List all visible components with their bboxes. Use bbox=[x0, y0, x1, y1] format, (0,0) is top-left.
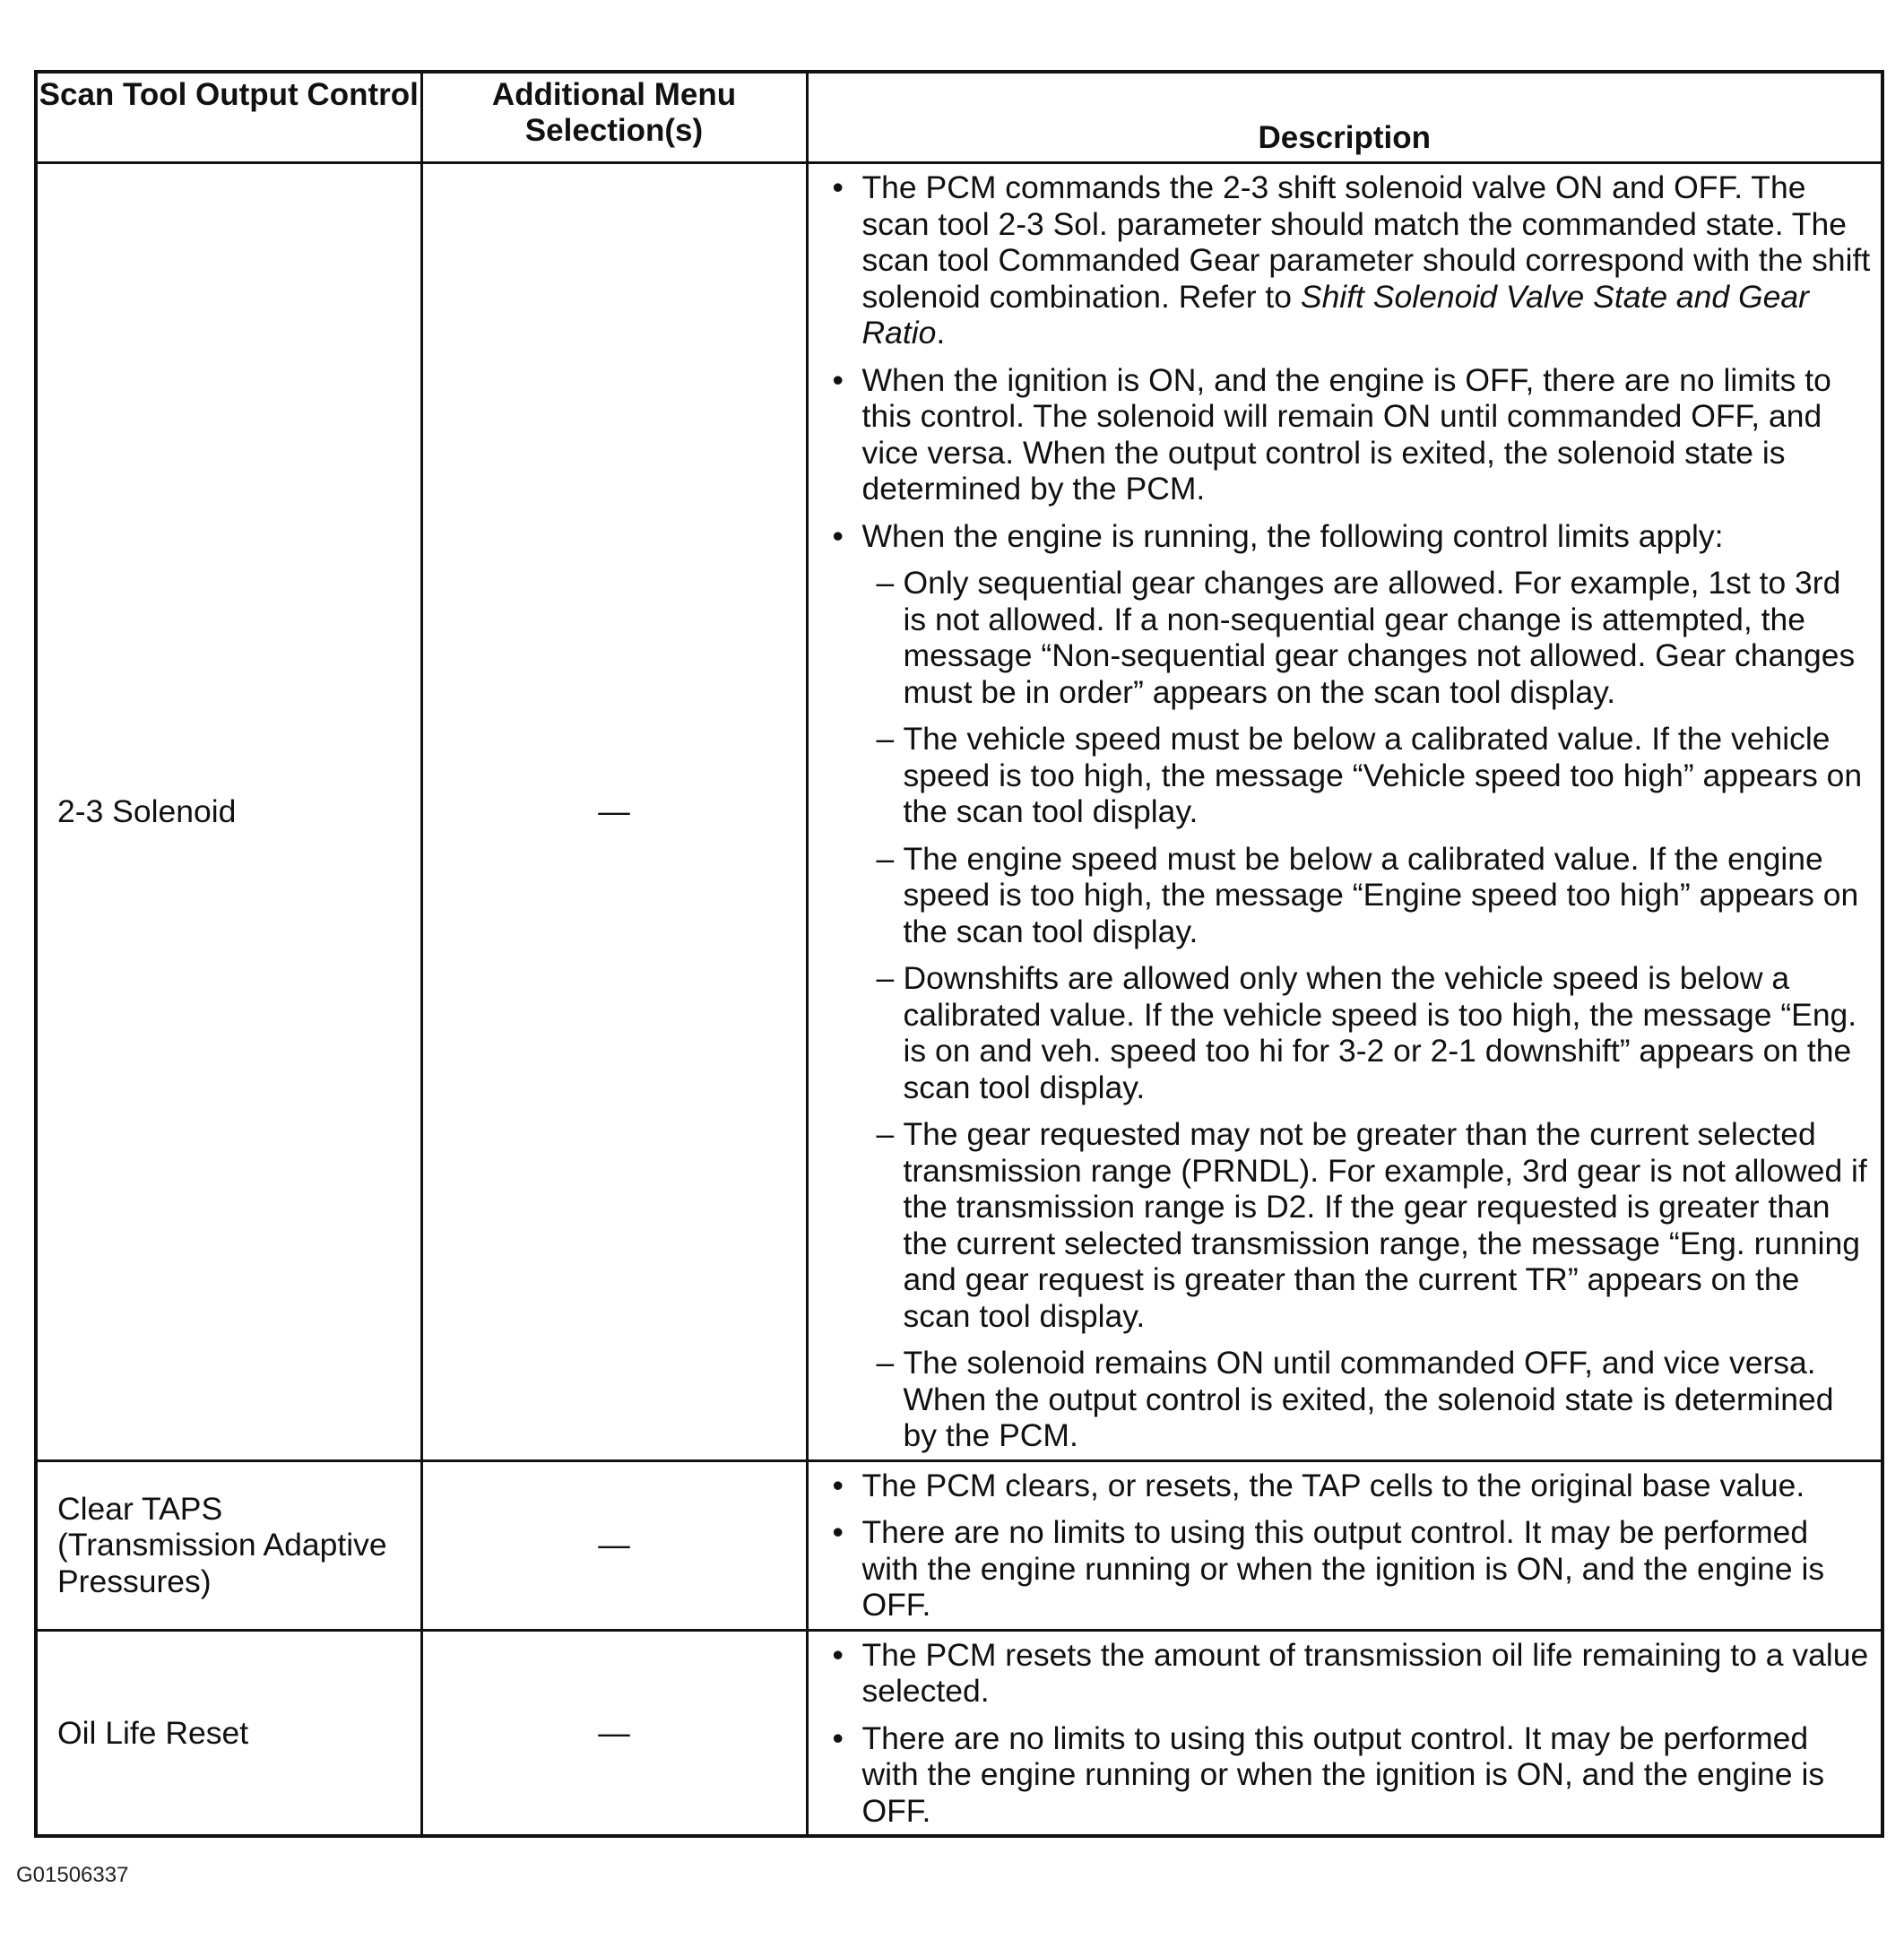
table-header-row bbox=[36, 72, 1882, 163]
table-row bbox=[36, 1630, 1882, 1836]
output-control-table bbox=[34, 70, 1884, 1838]
control-limit-item: – The engine speed must be below a calibrated value. If the engine speed is too high, the message “Engine speed too high” appears on the scan tool display. bbox=[904, 841, 1873, 950]
description-bullet: • There are no limits to using this output control. It may be performed with the engine running or when the ignition is ON, and the engine is OFF. bbox=[862, 1720, 1873, 1830]
description-bullet: • The PCM clears, or resets, the TAP cells to the original base value. bbox=[862, 1468, 1873, 1504]
control-limit-item: – The vehicle speed must be below a calibrated value. If the vehicle speed is too high, the message “Vehicle speed too high” appears on the scan tool display. bbox=[904, 721, 1873, 830]
control-limit-item: – The solenoid remains ON until commanded OFF, and vice versa. When the output control is exited, the solenoid state is determined by the PCM. bbox=[904, 1345, 1873, 1454]
description-bullet bbox=[862, 518, 1873, 1454]
cross-reference-italic: Shift Solenoid Valve State and Gear Ratio bbox=[861, 278, 1809, 351]
description-cell bbox=[807, 1630, 1882, 1836]
control-limit-item: – Only sequential gear changes are allowed. For example, 1st to 3rd is not allowed. If a non-sequential gear change is attempted, the message “Non-sequential gear changes not allowed. Gear changes must be in order” appears on the scan tool display. bbox=[904, 565, 1873, 710]
description-bullet-list bbox=[862, 1468, 1873, 1624]
description-bullet bbox=[862, 169, 1873, 351]
figure-code: G01506337 bbox=[16, 1863, 129, 1887]
bullet-text: When the ignition is ON, and the engine is OFF, there are no limits to this control. The solenoid will remain ON until commanded OFF, and vice versa. When the output control is exited, the solenoid state is determined by the PCM. bbox=[861, 361, 1831, 507]
description-bullet bbox=[862, 362, 1873, 507]
description-cell bbox=[807, 1460, 1882, 1630]
header-scan-tool-output-control: Scan Tool Output Control bbox=[36, 72, 421, 163]
control-limit-item: – Downshifts are allowed only when the vehicle speed is below a calibrated value. If the vehicle speed is too high, the message “Eng. is on and veh. speed too hi for 3-2 or 2-1 downshift” appears on the scan tool display. bbox=[904, 960, 1873, 1105]
control-cell: Clear TAPS (Transmission Adaptive Pressures) bbox=[36, 1460, 421, 1630]
bullet-tail: . bbox=[936, 315, 946, 351]
menu-selection-cell: — bbox=[421, 163, 807, 1461]
control-limits-list bbox=[862, 565, 1873, 1454]
description-cell bbox=[807, 163, 1882, 1461]
table-row bbox=[36, 1460, 1882, 1630]
description-bullet-list bbox=[862, 169, 1873, 1454]
table-row bbox=[36, 163, 1882, 1461]
header-description: Description bbox=[807, 72, 1882, 163]
description-bullet: • The PCM resets the amount of transmission oil life remaining to a value selected. bbox=[862, 1637, 1873, 1710]
menu-selection-cell: — bbox=[421, 1630, 807, 1836]
header-additional-menu-selections: Additional Menu Selection(s) bbox=[421, 72, 807, 163]
bullet-text: The PCM commands the 2-3 shift solenoid valve ON and OFF. The scan tool 2-3 Sol. parameter should match the commanded state. The scan tool Commanded Gear parameter should correspond with the shift solenoid combination. Refer to bbox=[861, 169, 1871, 315]
menu-selection-cell: — bbox=[421, 1460, 807, 1630]
control-cell: 2-3 Solenoid bbox=[36, 163, 421, 1461]
control-limit-item: – The gear requested may not be greater than the current selected transmission range (PRNDL). For example, 3rd gear is not allowed if the transmission range is D2. If the gear requested is greater than the current selected transmission range, the message “Eng. running and gear request is greater than the current TR” appears on the scan tool display. bbox=[904, 1116, 1873, 1334]
bullet-text: When the engine is running, the following control limits apply: bbox=[861, 517, 1724, 554]
description-bullet-list bbox=[862, 1637, 1873, 1830]
description-bullet: • There are no limits to using this output control. It may be performed with the engine running or when the ignition is ON, and the engine is OFF. bbox=[862, 1514, 1873, 1624]
control-cell: Oil Life Reset bbox=[36, 1630, 421, 1836]
